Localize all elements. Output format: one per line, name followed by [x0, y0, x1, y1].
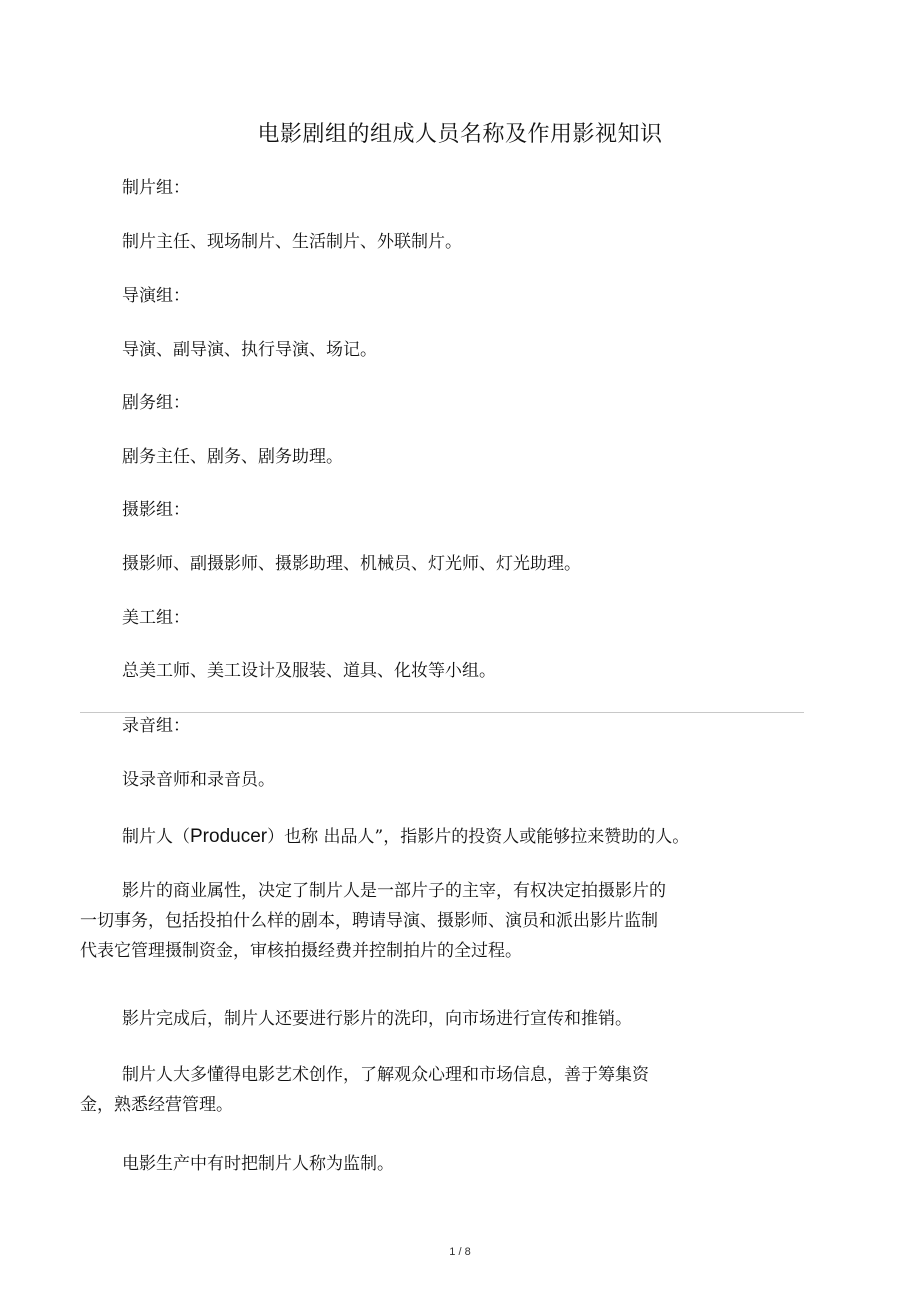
- paragraph-post-production: [80, 1004, 770, 1034]
- group-heading-stage-affairs: 剧务组：: [122, 393, 190, 413]
- group-members-stage-affairs: 剧务主任、剧务、剧务助理。: [122, 447, 343, 467]
- paragraph-line: 代表它管理摄制资金，审核拍摄经费并控制拍片的全过程。: [80, 941, 522, 961]
- group-members-production: 制片主任、现场制片、生活制片、外联制片。: [122, 232, 462, 252]
- producer-definition: [122, 823, 689, 851]
- producer-suffix: ）也称 出品人”，指影片的投资人或能够拉来赞助的人。: [267, 827, 690, 847]
- paragraph-commercial-role: [80, 876, 770, 966]
- group-heading-camera: 摄影组：: [122, 500, 190, 520]
- paragraph-line: 影片完成后，制片人还要进行影片的洗印，向市场进行宣传和推销。: [122, 1009, 632, 1029]
- paragraph-line: 一切事务，包括投拍什么样的剧本，聘请导演、摄影师、演员和派出影片监制: [80, 911, 658, 931]
- paragraph-producer-skills: [80, 1060, 770, 1120]
- paragraph-line: 金，熟悉经营管理。: [80, 1095, 233, 1115]
- page-number: 1 / 8: [449, 1246, 471, 1258]
- producer-prefix: 制片人（: [122, 827, 190, 847]
- paragraph-line: 影片的商业属性，决定了制片人是一部片子的主宰，有权决定拍摄影片的: [122, 881, 666, 901]
- group-members-directing: 导演、副导演、执行导演、场记。: [122, 340, 377, 360]
- group-heading-directing: 导演组：: [122, 286, 190, 306]
- paragraph-line: 制片人大多懂得电影艺术创作，了解观众心理和市场信息，善于筹集资: [122, 1065, 649, 1085]
- paragraph-line: 电影生产中有时把制片人称为监制。: [122, 1154, 394, 1174]
- group-members-art: 总美工师、美工设计及服装、道具、化妆等小组。: [122, 661, 496, 681]
- paragraph-supervisor-note: [80, 1149, 770, 1179]
- group-members-sound: 设录音师和录音员。: [122, 770, 275, 790]
- group-heading-sound: 录音组：: [122, 716, 190, 736]
- group-heading-art: 美工组：: [122, 608, 190, 628]
- document-title: 电影剧组的组成人员名称及作用影视知识: [257, 122, 663, 147]
- group-members-camera: 摄影师、副摄影师、摄影助理、机械员、灯光师、灯光助理。: [122, 554, 581, 574]
- group-heading-production: 制片组：: [122, 178, 190, 198]
- producer-latin-term: Producer: [190, 826, 268, 847]
